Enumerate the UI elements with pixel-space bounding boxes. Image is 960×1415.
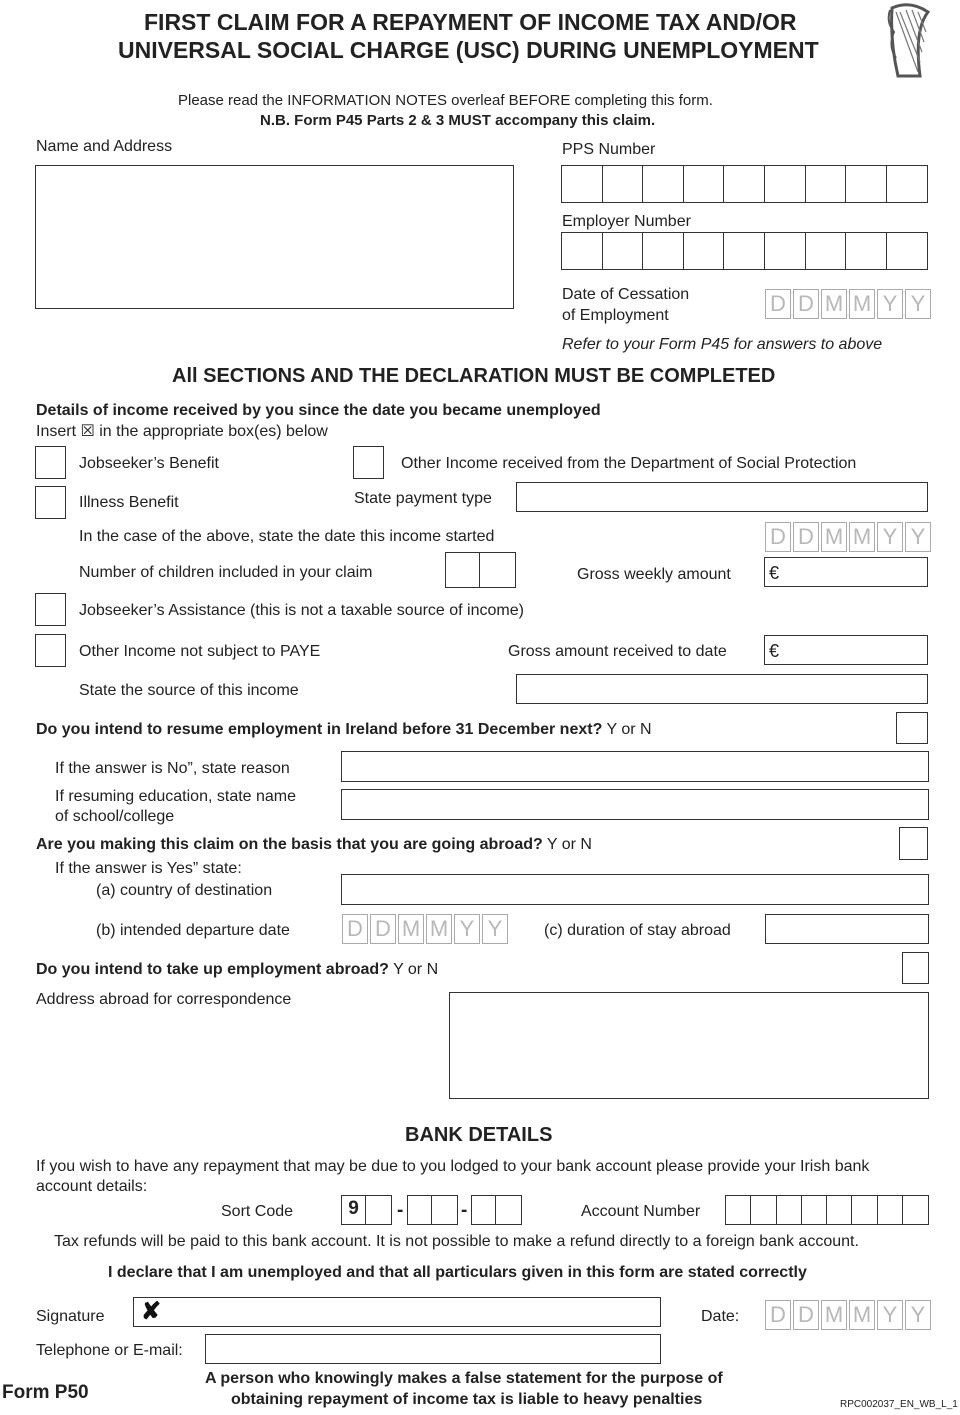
- date-day-2[interactable]: D: [370, 914, 396, 944]
- phone-email-field[interactable]: [205, 1334, 661, 1364]
- penalty-warning-line-2: obtaining repayment of income tax is liable to heavy penalties: [231, 1391, 703, 1408]
- no-reason-label: If the answer is No”, state reason: [55, 760, 290, 777]
- no-reason-field[interactable]: [341, 751, 929, 782]
- date-month-2[interactable]: M: [849, 1300, 875, 1330]
- account-number-field[interactable]: [725, 1195, 929, 1225]
- sort-code-dash: -: [461, 1200, 468, 1221]
- school-name-field[interactable]: [341, 789, 929, 820]
- income-started-label: In the case of the above, state the date this income started: [79, 528, 495, 545]
- resume-employment-yn-box[interactable]: [896, 712, 928, 744]
- resume-employment-text: Do you intend to resume employment in Ireland before 31 December next?: [36, 721, 603, 738]
- insert-note: Insert ☒ in the appropriate box(es) below: [36, 423, 328, 440]
- address-abroad-label: Address abroad for correspondence: [36, 991, 292, 1008]
- sort-code-field-1[interactable]: [341, 1195, 392, 1225]
- date-month-1[interactable]: M: [821, 289, 847, 319]
- pps-number-field[interactable]: [561, 165, 928, 203]
- date-year-1[interactable]: Y: [454, 914, 480, 944]
- form-ref-code: RPC002037_EN_WB_L_1: [840, 1399, 958, 1410]
- illness-benefit-label: Illness Benefit: [79, 494, 179, 511]
- name-address-label: Name and Address: [36, 138, 173, 155]
- income-source-field[interactable]: [516, 674, 928, 704]
- form-title-line-2: UNIVERSAL SOCIAL CHARGE (USC) DURING UNEMPLOYMENT: [118, 37, 819, 63]
- income-details-heading: Details of income received by you since the date you became unemployed: [36, 402, 601, 419]
- other-income-not-paye-label: Other Income not subject to PAYE: [79, 643, 321, 660]
- employment-abroad-yn-box[interactable]: [902, 952, 929, 984]
- sort-code-field-3[interactable]: [471, 1195, 522, 1225]
- other-income-dsp-checkbox[interactable]: [353, 446, 384, 479]
- date-day-1[interactable]: D: [765, 289, 791, 319]
- address-abroad-field[interactable]: [449, 992, 929, 1099]
- jobseekers-assistance-label: Jobseeker’s Assistance (this is not a taxable source of income): [79, 602, 524, 619]
- yes-state-label: If the answer is Yes” state:: [55, 860, 242, 877]
- date-year-2[interactable]: Y: [905, 522, 931, 552]
- yn-hint: Y or N: [393, 961, 439, 978]
- duration-label: (c) duration of stay abroad: [544, 922, 731, 939]
- p45-note-text: N.B. Form P45 Parts 2 & 3 MUST accompany this claim.: [260, 112, 656, 129]
- employment-abroad-text: Do you intend to take up employment abroad?: [36, 961, 389, 978]
- date-month-2[interactable]: M: [426, 914, 452, 944]
- account-number-label: Account Number: [581, 1203, 701, 1220]
- declaration-text: I declare that I am unemployed and that all particulars given in this form are stated correctly: [108, 1264, 807, 1281]
- refund-note: Tax refunds will be paid to this bank account. It is not possible to make a refund directly to a foreign bank account.: [54, 1233, 859, 1250]
- name-address-field[interactable]: [35, 165, 514, 309]
- other-income-not-paye-checkbox[interactable]: [35, 634, 66, 667]
- children-label: Number of children included in your claim: [79, 564, 373, 581]
- other-income-dsp-label: Other Income received from the Department of Social Protection: [401, 455, 857, 472]
- illness-benefit-checkbox[interactable]: [35, 486, 66, 519]
- date-label: Date:: [701, 1308, 740, 1325]
- harp-emblem-icon: [884, 2, 936, 82]
- euro-symbol: €: [769, 563, 780, 583]
- bank-intro-line-2: account details:: [36, 1178, 148, 1195]
- signature-cross-icon: ✘: [141, 1298, 162, 1325]
- date-month-1[interactable]: M: [821, 1300, 847, 1330]
- gross-to-date-field[interactable]: [764, 635, 928, 665]
- date-day-1[interactable]: D: [342, 914, 368, 944]
- going-abroad-text: Are you making this claim on the basis that you are going abroad?: [36, 836, 543, 853]
- date-day-1[interactable]: D: [765, 522, 791, 552]
- date-day-2[interactable]: D: [793, 522, 819, 552]
- jobseekers-benefit-checkbox[interactable]: [35, 446, 66, 479]
- date-year-2[interactable]: Y: [905, 289, 931, 319]
- date-month-1[interactable]: M: [821, 522, 847, 552]
- euro-symbol: €: [769, 641, 780, 661]
- gross-weekly-field[interactable]: [764, 557, 928, 587]
- sort-code-field-2[interactable]: [407, 1195, 458, 1225]
- income-source-label: State the source of this income: [79, 682, 299, 699]
- sort-code-label: Sort Code: [221, 1203, 294, 1220]
- phone-email-label: Telephone or E-mail:: [36, 1342, 183, 1359]
- gross-weekly-label: Gross weekly amount: [577, 566, 731, 583]
- jobseekers-benefit-label: Jobseeker’s Benefit: [79, 455, 219, 472]
- yn-hint: Y or N: [606, 721, 652, 738]
- date-year-2[interactable]: Y: [482, 914, 508, 944]
- date-month-2[interactable]: M: [849, 522, 875, 552]
- cessation-label-1: Date of Cessation: [562, 286, 690, 303]
- all-sections-heading: All SECTIONS AND THE DECLARATION MUST BE COMPLETED: [172, 365, 776, 387]
- employer-number-label: Employer Number: [562, 213, 691, 230]
- country-field[interactable]: [341, 874, 929, 905]
- form-title-line-1: FIRST CLAIM FOR A REPAYMENT OF INCOME TAX AND/OR: [144, 9, 797, 35]
- info-notes-text: Please read the INFORMATION NOTES overleaf BEFORE completing this form.: [178, 92, 713, 109]
- education-label-1: If resuming education, state name: [55, 788, 297, 805]
- date-day-2[interactable]: D: [793, 1300, 819, 1330]
- resume-employment-question: [36, 720, 652, 740]
- going-abroad-yn-box[interactable]: [899, 827, 928, 860]
- bank-intro-line-1: If you wish to have any repayment that may be due to you lodged to your bank account please provide your Irish bank: [36, 1158, 870, 1175]
- date-year-1[interactable]: Y: [877, 1300, 903, 1330]
- state-payment-type-field[interactable]: [516, 482, 928, 512]
- signature-date-field[interactable]: [765, 1300, 931, 1330]
- date-month-1[interactable]: M: [398, 914, 424, 944]
- yn-hint: Y or N: [546, 836, 592, 853]
- cessation-date-field[interactable]: [765, 289, 931, 319]
- signature-label: Signature: [36, 1308, 105, 1325]
- sort-code-dash: -: [397, 1200, 404, 1221]
- date-month-2[interactable]: M: [849, 289, 875, 319]
- pps-number-label: PPS Number: [562, 141, 656, 158]
- date-day-1[interactable]: D: [765, 1300, 791, 1330]
- departure-date-field[interactable]: [342, 914, 508, 944]
- sort-code-digit[interactable]: 9: [342, 1196, 366, 1224]
- country-label: (a) country of destination: [96, 882, 273, 899]
- employment-abroad-question: [36, 960, 438, 980]
- going-abroad-question: [36, 835, 592, 855]
- state-payment-type-label: State payment type: [354, 490, 492, 507]
- employer-number-field[interactable]: [561, 232, 928, 270]
- jobseekers-assistance-checkbox[interactable]: [35, 593, 66, 626]
- gross-to-date-label: Gross amount received to date: [508, 643, 727, 660]
- date-year-1[interactable]: Y: [877, 289, 903, 319]
- children-count-field[interactable]: [445, 552, 516, 588]
- form-name: Form P50: [2, 1382, 89, 1403]
- penalty-warning-line-1: A person who knowingly makes a false statement for the purpose of: [205, 1370, 723, 1387]
- duration-field[interactable]: [765, 914, 929, 944]
- bank-details-heading: BANK DETAILS: [405, 1124, 553, 1146]
- signature-field[interactable]: [133, 1297, 661, 1327]
- date-day-2[interactable]: D: [793, 289, 819, 319]
- cessation-label-2: of Employment: [562, 307, 669, 324]
- education-label-2: of school/college: [55, 808, 175, 825]
- date-year-2[interactable]: Y: [905, 1300, 931, 1330]
- income-started-date-field[interactable]: [765, 522, 931, 552]
- date-year-1[interactable]: Y: [877, 522, 903, 552]
- departure-date-label: (b) intended departure date: [96, 922, 290, 939]
- refer-p45-note: Refer to your Form P45 for answers to above: [562, 336, 883, 353]
